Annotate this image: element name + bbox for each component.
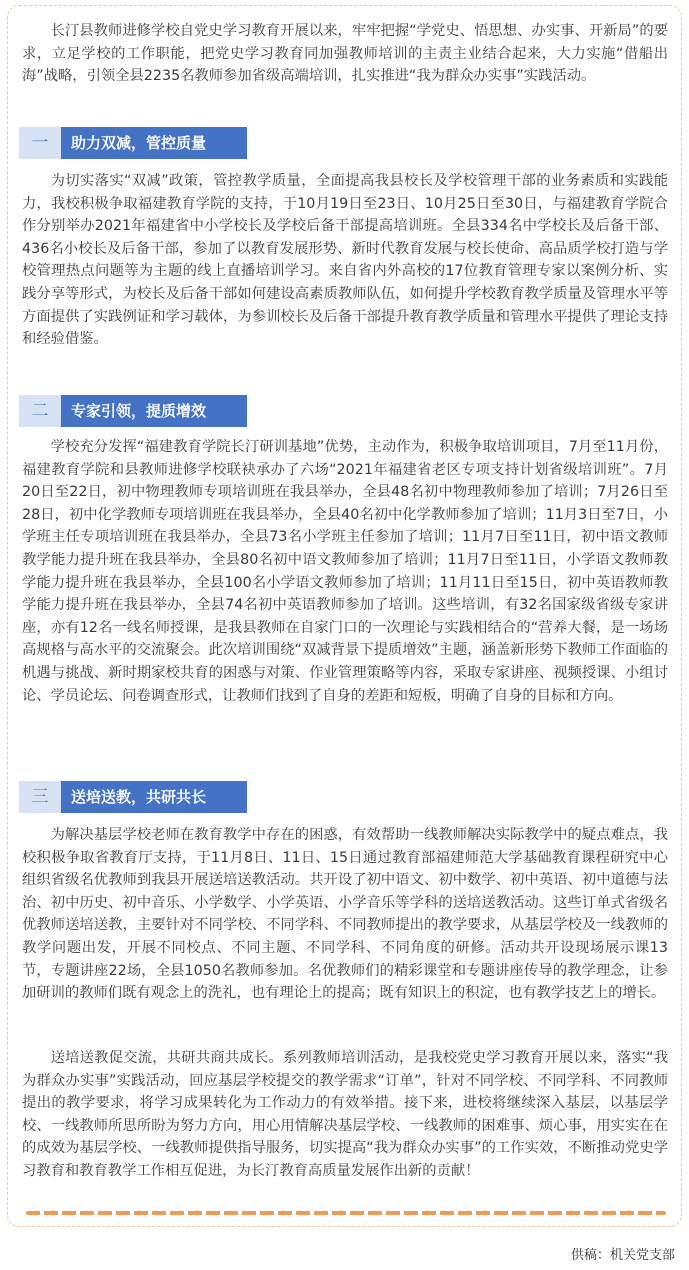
section-title: 专家引领，提质增效	[71, 402, 207, 420]
section-1-paragraph: 为切实落实“双减”政策，管控教学质量，全面提高我县校长及学校管理干部的业务素质和实践能力，我校积极争取福建教育学院的支持，于10月19日至23日、10月25日至30日，与福建教育学院合作分别举办2021年福建省中小学校长及学校后备干部提高培训班。全县334名中学校长及后备干部、436名小校长及后备干部，参加了以教育发展形势、新时代教育发展与校长使命、高品质学校打造与学校管理热点问题等为主题的线上直播培训学习。来自省内外高校的17位教育管理专家以案例分析、实践分享等形式，为校长及后备干部如何建设高素质教师队伍，如何提升学校教育教学质量及管理水平等方面提供了实践例证和学习载体，为参训校长及后备干部提升教育教学质量和管理水平提供了理论支持和经验借鉴。	[22, 173, 668, 348]
section-3-paragraph-1: 为解决基层学校老师在教育教学中存在的困惑，有效帮助一线教师解决实际教学中的疑点难点，我校积极争取省教育厅支持，于11月8日、11日、15日通过教育部福建师范大学基础教育课程研究中心组织省级名优教师到我县开展送培送教活动。共开设了初中语文、初中数学、初中英语、初中道德与法治、初中历史、初中音乐、小学数学、小学英语、小学音乐等学科的送培送教活动。这些订单式省级名优教师送培送教，主要针对不同学校、不同学科、不同教师提出的教学要求，从基层学校及一线教师的教学问题出发，开展不同校点、不同主题、不同学科、不同角度的研修。活动共开设现场展示课13节，专题讲座22场，全县1050名教师参加。名优教师们的精彩课堂和专题讲座传导的教学理念，让参加研训的教师们既有观念上的洗礼，也有理论上的提高；既有知识上的积淀，也有教学技艺上的增长。	[22, 827, 668, 1002]
section-number: 一	[19, 127, 61, 159]
article-card	[7, 5, 682, 1227]
intro-paragraph: 长汀县教师进修学校自党史学习教育开展以来，牢牢把握“学党史、悟思想、办实事、开新局”的要求，立足学校的工作职能，把党史学习教育同加强教师培训的主责主业结合起来，大力实施“借船出海”战略，引领全县2235名教师参加省级高端培训，扎实推进“我为群众办实事”实践活动。	[22, 23, 668, 85]
section-2-paragraph: 学校充分发挥“福建教育学院长汀研训基地”优势，主动作为，积极争取培训项目，7月至11月份，福建教育学院和县教师进修学校联袂承办了六场“2021年福建省老区专项支持计划省级培训班”。7月20日至22日，初中物理教师专项培训班在我县举办，全县48名初中物理教师参加了培训；7月26日至28日，初中化学教师专项培训班在我县举办，全县40名初中化学教师参加了培训；11月3日至7日，小学班主任专项培训班在我县举办，全县73名小学班主任参加了培训；11月7日至11日，初中语文教师教学能力提升班在我县举办，全县80名初中语文教师参加了培训；11月7日至11日，小学语文教师教学能力提升班在我县举办，全县100名小学语文教师参加了培训；11月11日至15日，初中英语教师教学能力提升班在我县举办，全县74名初中英语教师参加了培训。这些培训，有32名国家级省级专家讲座，亦有12名一线名师授课，是我县教师在自家门口的一次理论与实践相结合的“营养大餐，是一场场高规格与高水平的交流聚会。此次培训围绕“双减背景下提质增效”主题，涵盖新形势下教师工作面临的机遇与挑战、新时期家校共育的困惑与对策、作业管理策略等内容，采取专家讲座、视频授课、小组讨论、学员论坛、问卷调查形式，让教师们找到了自身的差距和短板，明确了自身的目标和方向。	[22, 439, 668, 704]
decorative-divider	[26, 1211, 666, 1215]
section-heading-1	[19, 127, 247, 159]
source-credit: 供稿：机关党支部	[570, 1248, 675, 1263]
section-3-paragraph-2: 送培送教促交流，共研共商共成长。系列教师培训活动，是我校党史学习教育开展以来，落实“我为群众办实事”实践活动，回应基层学校提交的教学需求“订单”，针对不同学校、不同学科、不同教师提出的教学要求，将学习成果转化为工作动力的有效举措。接下来，进校将继续深入基层，以基层学校、一线教师所思所盼为努力方向，用心用情解决基层学校、一线教师的困难事、烦心事，用实实在在的成效为基层学校、一线教师提供指导服务，切实提高“我为群众办实事”的工作实效，不断推动党史学习教育和教育教学工作相互促进，为长汀教育高质量发展作出新的贡献！	[22, 1050, 668, 1179]
section-title: 助力双减，管控质量	[71, 134, 207, 152]
section-heading-2	[19, 395, 247, 427]
section-number: 三	[19, 781, 61, 813]
section-heading-3	[19, 781, 247, 813]
section-title: 送培送教，共研共长	[71, 788, 207, 806]
section-number: 二	[19, 395, 61, 427]
